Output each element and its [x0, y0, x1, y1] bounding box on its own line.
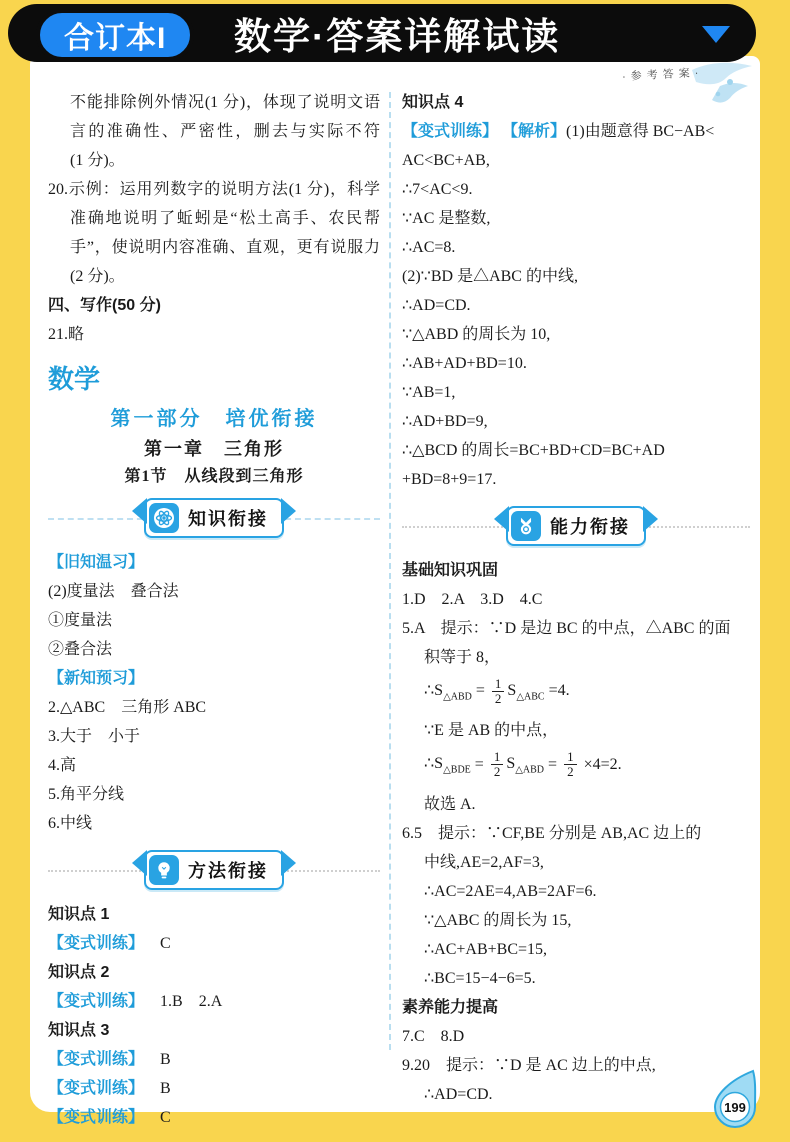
fraction [564, 750, 577, 779]
triangle-down-icon [702, 26, 730, 43]
fraction-denominator: 2 [494, 691, 502, 706]
solution-line: +BD=8+9=17. [402, 471, 497, 488]
solution-line: ∵△ABD 的周长为 10, [402, 326, 551, 343]
answer-line: (1 分)。 [70, 152, 125, 169]
formula-text: ∴S [424, 682, 444, 700]
variant-training-row [48, 1074, 380, 1103]
answer-line: 6.5 提示：∵CF,BE 分别是 AB,AC 边上的 [402, 824, 702, 842]
formula-subscript: △ABD [515, 764, 545, 776]
knowledge-point-heading: 知识点 4 [402, 94, 464, 111]
method-bridge-badge [48, 848, 380, 892]
answer-line: 4.高 [48, 757, 77, 774]
flag-right-triangle [643, 506, 658, 532]
fraction-numerator: 1 [564, 750, 577, 765]
knowledge-bridge-badge [48, 496, 380, 540]
answer-line: 故选 A. [424, 795, 476, 813]
answer-line: 7.C 8.D [402, 1027, 465, 1045]
chapter-heading: 第一章 三角形 [144, 439, 284, 459]
advanced-heading: 素养能力提高 [402, 998, 499, 1016]
variant-training-label: 【变式训练】 [48, 1051, 145, 1068]
answer-line: (2)度量法 叠合法 [48, 583, 179, 600]
formula-subscript: △ABD [443, 691, 472, 703]
page-number-badge [708, 1068, 762, 1135]
writing-section-heading: 四、写作(50 分) [48, 297, 161, 314]
section-heading: 第1节 从线段到三角形 [124, 468, 304, 485]
old-knowledge-label: 【旧知温习】 [48, 554, 145, 571]
solution-line: ∴AC=8. [402, 239, 456, 256]
knowledge-point-heading: 知识点 2 [48, 964, 110, 981]
fraction-numerator: 1 [492, 677, 505, 692]
answer-line: 中线,AE=2,AF=3, [424, 853, 544, 871]
column-divider [389, 92, 391, 1050]
solution-line: ∴AD=CD. [402, 297, 471, 314]
variant-training-label: 【变式训练】 [402, 123, 499, 140]
page-number: 199 [724, 1100, 746, 1115]
variant-training-row [48, 929, 380, 958]
fraction [492, 677, 505, 706]
badge-label: 能力衔接 [550, 517, 630, 537]
analysis-label: 【解析】 [510, 123, 567, 140]
flag-body [506, 506, 646, 546]
flag-left-triangle [132, 498, 147, 524]
flag-right-triangle [281, 850, 296, 876]
answer-line: 积等于 8， [424, 649, 501, 666]
formula-subscript: △BDE [443, 764, 471, 776]
answer-line: 3.大于 小于 [48, 728, 141, 745]
formula-operator: = [548, 755, 558, 773]
knowledge-point-heading: 知识点 1 [48, 906, 110, 923]
formula-operator: =4. [548, 682, 570, 700]
medal-icon [511, 511, 541, 541]
variant-training-label: 【变式训练】 [48, 1109, 145, 1126]
new-knowledge-label: 【新知预习】 [48, 670, 145, 687]
answer-text: 1.B 2.A [160, 993, 223, 1010]
formula-subscript: △ABC [516, 691, 545, 703]
solution-line: ∵AB=1, [402, 384, 456, 401]
answer-line: 言的准确性、严密性，删去与实际不符 [70, 123, 380, 140]
answer-line: ①度量法 [48, 612, 113, 629]
answer-line: ②叠合法 [48, 641, 113, 658]
formula-operator: = [475, 682, 485, 700]
flag [132, 498, 296, 538]
answer-line: 2.△ABC 三角形 ABC [48, 699, 207, 716]
solution-line: ∴7<AC<9. [402, 181, 473, 198]
answer-line: 手”，使说明内容准确、直观，更有说服力 [70, 239, 380, 256]
variant-training-label: 【变式训练】 [48, 1080, 145, 1097]
answer-text: C [160, 935, 171, 952]
variant-training-label: 【变式训练】 [48, 993, 145, 1010]
formula-text: S [507, 682, 517, 700]
solution-text: (1)由题意得 BC−AB< [566, 123, 715, 140]
answer-line: ∴AC+AB+BC=15, [424, 940, 548, 958]
answer-line: ∴AC=2AE=4,AB=2AF=6. [424, 882, 597, 900]
answer-line: 9.20 提示：∵D 是 AC 边上的中点, [402, 1056, 656, 1074]
edition-badge: 合订本I [36, 9, 194, 61]
flag [494, 506, 658, 546]
knowledge-point-heading: 知识点 3 [48, 1022, 110, 1039]
answer-line: 准确地说明了蚯蚓是“松土高手、农民帮 [70, 210, 380, 227]
answer-line: ∵E 是 AB 的中点， [424, 722, 559, 740]
answer-text: C [160, 1109, 171, 1126]
flag-body [144, 850, 284, 890]
answer-line: 5.A 提示：∵D 是边 BC 的中点，△ABC 的面 [402, 620, 731, 637]
flag-body [144, 498, 284, 538]
answer-line: 1.D 2.A 3.D 4.C [402, 591, 543, 608]
answer-line: (2 分)。 [70, 268, 125, 285]
formula-text: ∴S [424, 755, 444, 773]
variant-training-row [48, 987, 380, 1016]
flag-left-triangle [494, 506, 509, 532]
flag [132, 850, 296, 890]
fraction-denominator: 2 [493, 764, 501, 780]
fraction [491, 750, 504, 779]
answer-line: 5.角平分线 [48, 786, 125, 803]
ability-bridge-badge [402, 504, 750, 548]
atom-icon [149, 503, 179, 533]
subject-heading: 数学 [48, 364, 101, 394]
fraction-numerator: 1 [491, 750, 504, 765]
page-title: 数学·答案详解试读 [234, 16, 561, 57]
answer-line: 6.中线 [48, 815, 93, 832]
answer-text: B [160, 1051, 171, 1068]
formula-operator: = [474, 755, 484, 773]
fraction-denominator: 2 [567, 764, 574, 780]
answer-line: 不能排除例外情况(1 分)，体现了说明文语 [70, 94, 380, 111]
answer-line: ∵△ABC 的周长为 15, [424, 911, 572, 929]
right-column [402, 88, 750, 1109]
solution-line: ∵AC 是整数, [402, 210, 491, 227]
solution-line: (2)∵BD 是△ABC 的中线, [402, 268, 578, 285]
area-formula [402, 750, 750, 780]
solution-line: AC<BC+AB, [402, 152, 490, 169]
variant-training-row [48, 1045, 380, 1074]
badge-label: 方法衔接 [188, 861, 268, 881]
variant-training-row [48, 1103, 380, 1132]
part-heading: 第一部分 培优衔接 [110, 408, 318, 430]
answer-line: ∴BC=15−4−6=5. [424, 969, 536, 987]
formula-operator: ×4=2. [583, 755, 622, 773]
answer-line: 20.示例：运用列数字的说明方法(1 分)，科学 [48, 181, 380, 198]
solution-line: ∴△BCD 的周长=BC+BD+CD=BC+AD [402, 442, 665, 459]
answer-line: 21.略 [48, 326, 85, 343]
solution-line: ∴AD+BD=9, [402, 413, 488, 430]
basics-heading: 基础知识巩固 [402, 562, 499, 579]
reference-answers-note: ·参考答案· [621, 66, 704, 84]
left-column [48, 88, 380, 1132]
flag-left-triangle [132, 850, 147, 876]
lightbulb-icon [149, 855, 179, 885]
answer-text: B [160, 1080, 171, 1097]
solution-line: ∴AB+AD+BD=10. [402, 355, 527, 372]
flag-right-triangle [281, 498, 296, 524]
variant-training-label: 【变式训练】 [48, 935, 145, 952]
answer-line: ∴AD=CD. [424, 1085, 493, 1103]
formula-text: S [506, 755, 516, 773]
area-formula [402, 677, 750, 707]
badge-label: 知识衔接 [188, 509, 268, 529]
